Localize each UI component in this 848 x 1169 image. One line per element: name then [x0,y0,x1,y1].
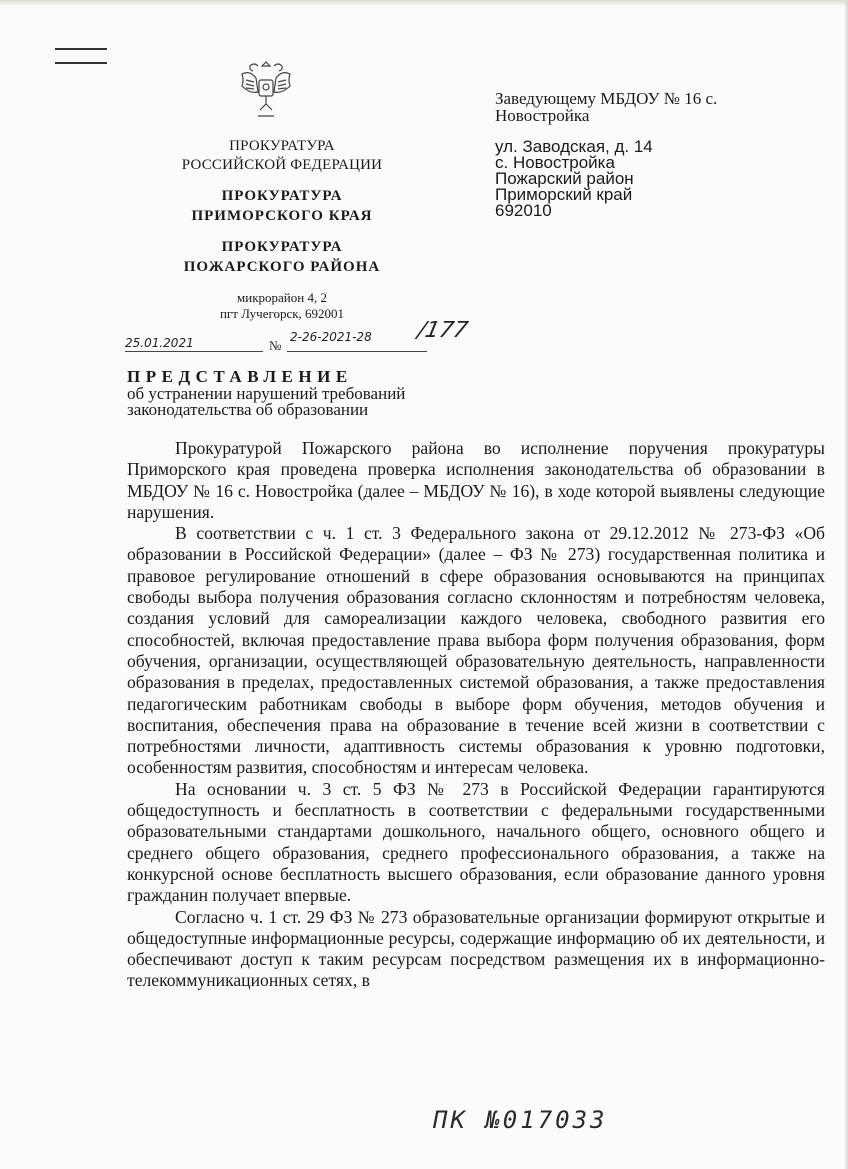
recipient-line-6: Приморский край [495,185,633,204]
page-edge [0,0,848,6]
sender-line-3: ПРОКУРАТУРА [221,188,343,204]
recipient-line-1: Заведующему МБДОУ № 16 с. [495,89,718,108]
number-sign: № [269,338,282,353]
coat-of-arms-icon [236,56,296,122]
recipient-line-2: Новостройка [495,106,590,125]
sender-line-4: ПРИМОРСКОГО КРАЯ [191,208,373,224]
sender-line-2: РОССИЙСКОЙ ФЕДЕРАЦИИ [181,157,383,173]
body-paragraph: Согласно ч. 1 ст. 29 ФЗ № 273 образовательные организации формируют открытые и общедоступные информационные ресурсы, содержащие информацию об их деятельности, и обеспечивают доступ к таким ресурсам посредством размещения их в информационно-телекоммуникационных сетях, в [127,906,825,991]
recipient-line-5: Пожарский район [495,169,634,188]
document-title: ПРЕДСТАВЛЕНИЕ [127,367,353,386]
recipient-block-head [495,90,717,124]
recipient-line-7: 692010 [495,201,552,220]
handwritten-ref: /177 [415,318,471,343]
recipient-block-address [495,139,653,219]
form-serial-number: ПК №017033 [433,1106,608,1134]
document-body [127,438,825,992]
number-rule [287,351,427,352]
date-rule [125,351,263,352]
sender-address-2: пгт Лучегорск, 692001 [219,306,345,321]
sender-line-1: ПРОКУРАТУРА [229,138,335,154]
document-subtitle [127,386,477,418]
body-paragraph: На основании ч. 3 ст. 5 ФЗ № 273 в Российской Федерации гарантируются общедоступность и бесплатность в соответствии с федеральными государственными образовательными стандартами дошкольного, начального общего, основного общего и среднего общего образования, среднего профессионального образования, а также на конкурсной основе бесплатность высшего образования, если образование данного уровня гражданин получает впервые. [127,778,825,906]
recipient-line-4: с. Новостройка [495,153,615,172]
registration-date: 25.01.2021 [125,336,194,350]
sender-address-1: микрорайон 4, 2 [237,290,327,305]
sender-line-6: ПОЖАРСКОГО РАЙОНА [183,259,381,275]
sender-line-5: ПРОКУРАТУРА [221,239,343,255]
recipient-line-3: ул. Заводская, д. 14 [495,137,653,156]
page-edge [844,0,848,1169]
subtitle-line-1: об устранении нарушений требований [127,384,406,403]
registration-number: 2-26-2021-28 [290,330,372,344]
subtitle-line-2: законодательства об образовании [127,400,369,419]
corner-marks [55,48,107,76]
body-paragraph: Прокуратурой Пожарского района во исполнение поручения прокуратуры Приморского края проведена проверка исполнения законодательства об образовании в МБДОУ № 16 с. Новостройка (далее – МБДОУ № 16), в ходе которой выявлены следующие нарушения. [127,438,825,522]
body-paragraph: В соответствии с ч. 1 ст. 3 Федерального закона от 29.12.2012 № 273-ФЗ «Об образовании в Российской Федерации» (далее – ФЗ № 273) государственная политика и правовое регулирование отношений в сфере образования основываются на принципах свободы выбора получения образования согласно склонностям и потребностям человека, создания условий для самореализации каждого человека, свободного развития его способностей, включая предоставление права выбора форм получения образования, форм обучения, организации, осуществляющей образовательную деятельность, направленности образования в пределах, предоставленных системой образования, а также предоставления педагогическим работникам свободы в выборе форм обучения, методов обучения и воспитания, обеспечения права на образование в течение всей жизни в соответствии с потребностями личности, адаптивность системы образования к уровню подготовки, особенностям развития, способностям и интересам человека. [127,523,825,778]
